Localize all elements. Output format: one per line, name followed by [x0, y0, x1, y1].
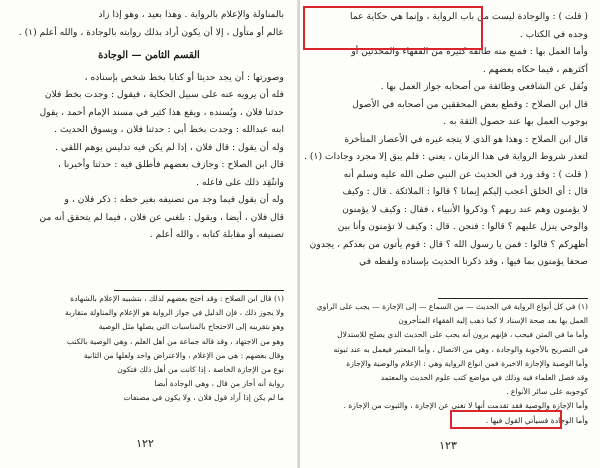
body-line: وانتُقِد ذلك على فاعله . [196, 176, 284, 188]
footnote-divider [114, 290, 284, 291]
body-line: صحفا يؤمنون بما فيها ، وقد ذكرنا الحديث بإسناده ولفظه في [359, 256, 588, 267]
footnote-line: وأما الإجازة والوصية فقد تقدمت أنها لا تغني عن الإجازة ، والثبوت من الإجازة . [343, 401, 588, 411]
footnote-line: في التصريح بالأجوبة والوجادة ، وهي من الاتصال ، وأما المعتبر فيعمل به عند ثبوته [333, 344, 588, 354]
left-body [14, 6, 284, 244]
body-line: بوجوب العمل بها عند حصول الثقة به . [443, 116, 588, 127]
footnote-line: ما لم يكن إذا أراد قول فلان ، ولا يكون في مصنفات [123, 393, 284, 403]
left-footnotes [14, 292, 284, 406]
body-line: وله أن يقول فيما وجد من تصنيفه بغير خطه : ذكر فلان ، و [64, 194, 284, 205]
footnote-line: وهو من الاجتهاد ، وقد قاله جماعة من أهل العلم ، وهي الوصية بالكتب [66, 336, 284, 346]
body-line: أكثرهم ، فيما حكاه بعضهم . [482, 63, 588, 75]
body-line: والوحي ينزل عليهم ؟ قالوا : فنحن . قال : وكيف لا تؤمنون وأنا بين [337, 221, 588, 232]
body-line: وجده في الكتاب . [519, 28, 588, 40]
body-line: وأما العمل بها : فمنع منه طائفة كثيرة من الفقهاء والمحدثين أو [351, 46, 588, 57]
footnote-line: وقال بعضهم : هي من الإعلام ، والاعتراض واحد ولعلها من الثانية [83, 350, 284, 360]
body-line: ( قلت ) : والوجادة ليست من باب الرواية ، وإنما هي حكاية عما [350, 11, 588, 22]
footnote-line: وأما ما في المتن فيجب ، فإنهم يرون أنه يجب على الحديث الذي يصلح للاستدلال [337, 330, 588, 340]
body-line: وله أن يقول : قال فلان ، إذا لم يكن فيه تدليس يوهم اللقي . [55, 141, 284, 153]
body-line: ونُقل عن الشافعي وطائفة من أصحابه جواز العمل بها . [380, 81, 588, 92]
footnote-line: وقد فصل العلماء فيه وذلك في مواضع كتب علوم الحديث والمعتمد [380, 373, 588, 383]
body-line: تصنيفه أو مقابلة كتابه ، والله أعلم . [149, 229, 284, 240]
body-line: ( قلت ) : وقد ورد في الحديث عن النبي صلى الله عليه وسلم أنه [343, 168, 588, 180]
body-line: وصورتها : أن يجد حديثا أو كتابا بخط شخص بإسناده ، [84, 71, 284, 83]
page-number: ١٢٣ [439, 439, 457, 452]
body-line: فله أن يرويه عنه على سبيل الحكاية ، فيقول : وجدت بخط فلان [44, 89, 284, 100]
footnote-line: العمل بها بعد صحة الإسناد لا كما ذهب إليه الفقهاء المتأخرون [398, 316, 588, 326]
body-line: ابنه عبدالله : وجدت بخط أبي : حدثنا فلان ، ويسوق الحديث . [54, 124, 284, 135]
footnote-line: ولا يجوز ذلك ، فإن الدليل في جواز الرواية هو الإعلام والمناولة متقاربة [65, 308, 284, 318]
footnote-line: كوجوبه على سائر الأنواع . [506, 387, 588, 397]
body-line: حدثنا فلان ، ويُسنده ، ويقع هذا كثير في مسند الإمام أحمد ، يقول [39, 106, 284, 118]
left-page [0, 0, 298, 468]
right-body [304, 8, 588, 271]
section-heading: القسم الثامن — الوجادة [98, 50, 200, 61]
body-line: قال ابن الصلاح : وجازف بعضهم فأطلق فيه : حدثنا وأخبرنا ، [58, 159, 284, 170]
footnote-line: نوع من الإجازة الخاصة ، إذا كانت من أهل ذلك فتكون [117, 365, 284, 375]
body-line: قال : أي الخلق أعجب إليكم إيمانا ؟ قالوا : الملائكة . قال : وكيف [342, 186, 588, 197]
footnote-line: وأما الوجادة فسيأتي القول فيها . [485, 415, 588, 425]
right-footnotes [318, 300, 588, 428]
page-number: ١٢٢ [136, 437, 154, 450]
footnote-line: وهو بتقريبه إلى الاحتجاج بالمناسبات التي يصلها مثل الوصية [98, 322, 284, 332]
body-line: عالم أو متأول ، إلا أن يكون أراد بذلك روايته بالوجادة ، والله أعلم (١) . [18, 26, 284, 38]
body-line: بالمناولة والإعلام بالرواية . وهذا بعيد ، وهو إذا زاد [98, 9, 284, 20]
right-page [300, 0, 600, 468]
footnote-line: وأما الوصية والإجازة الاخيرة فمن انواع الرواية وهي : الإعلام والوصية والإجازة [346, 358, 588, 368]
footnote-line: (١) في كل أنواع الرواية في الحديث — من السماع — إلى الإجازة — يجب على الراوي [316, 302, 588, 311]
body-line: قال فلان ، أيضا ، ويقول : بلغني عن فلان ، فيما لم يتحقق أنه من [39, 211, 284, 223]
body-line: قال ابن الصلاح : وهذا هو الذي لا يتجه غيره في الأعصار المتأخرة [344, 133, 588, 145]
body-line: أظهركم ؟ قالوا : فمن يا رسول الله ؟ قال : قوم يأتون من بعدكم ، يجدون [309, 238, 588, 250]
footnote-line: رواية أنه أجاز من قال ، وهي الوجادة أيضا [154, 379, 284, 389]
body-line: لتعذر شروط الرواية في هذا الزمان ، يعني : فلم يبق إلا مجرد وجادات (١) . [304, 151, 588, 162]
body-line: قال ابن الصلاح : وقطع بعض المحققين من أصحابه في الأصول [352, 98, 588, 110]
footnote-line: (١) قال ابن الصلاح : وقد احتج بعضهم لذلك ، بتشبيه الإعلام بالشهادة [70, 294, 284, 303]
body-line: لا يؤمنون وهم عند ربهم ؟ وذكروا الأنبياء ، فقال : وكيف لا يؤمنون [342, 203, 588, 215]
footnote-divider [438, 298, 588, 299]
